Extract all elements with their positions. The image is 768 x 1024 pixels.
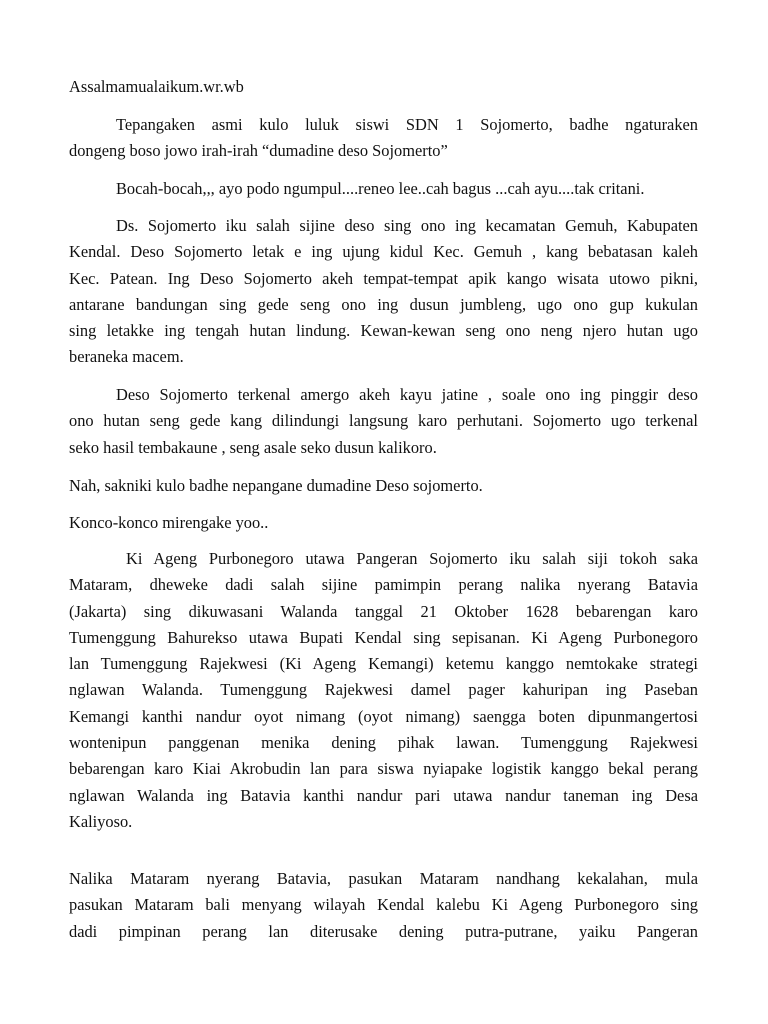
paragraph-transition	[69, 473, 698, 499]
text-line: pasukan Mataram bali menyang wilayah Kendal kalebu Ki Ageng Purbonegoro sing	[69, 895, 698, 915]
text-line: Deso Sojomerto terkenal amergo akeh kayu jatine , soale ono ing pinggir deso	[116, 385, 698, 404]
text-line: (Jakarta) sing dikuwasani Walanda tanggal 21 Oktober 1628 bebarengan karo	[69, 601, 698, 621]
text-line: Ds. Sojomerto iku salah sijine deso sing ono ing kecamatan Gemuh, Kabupaten	[116, 216, 698, 235]
text-line: Bocah-bocah,,, ayo podo ngumpul....reneo lee..cah bagus ...cah ayu....tak critani.	[116, 179, 645, 198]
paragraph-intro	[69, 112, 698, 165]
text-line: Tepangaken asmi kulo luluk siswi SDN 1 Sojomerto, badhe ngaturaken	[116, 115, 698, 134]
text-line: nglawan Walanda ing Batavia kanthi nandur pari utawa nandur taneman ing Desa	[69, 785, 698, 805]
text-line: Assalmamualaikum.wr.wb	[69, 77, 244, 96]
text-line: Kec. Patean. Ing Deso Sojomerto akeh tempat-tempat apik kango wisata utowo pikni,	[69, 268, 698, 288]
text-line: beraneka macem.	[69, 347, 184, 367]
text-line: ono hutan seng gede kang dilindungi langsung karo perhutani. Sojomerto ugo terkenal	[69, 411, 698, 431]
text-line: bebarengan karo Kiai Akrobudin lan para siswa nyiapake logistik kanggo bekal perang	[69, 759, 698, 779]
paragraph-listen	[69, 510, 698, 536]
text-line: nglawan Walanda. Tumenggung Rajekwesi damel pager kahuripan ing Paseban	[69, 680, 698, 700]
text-line: Nah, sakniki kulo badhe nepangane dumadine Deso sojomerto.	[69, 476, 483, 495]
text-line: Kendal. Deso Sojomerto letak e ing ujung kidul Kec. Gemuh , kang bebatasan kaleh	[69, 242, 698, 262]
text-line: sing letakke ing tengah hutan lindung. Kewan-kewan seng ono neng njero hutan ugo	[69, 321, 698, 341]
text-line: Kemangi kanthi nandur oyot nimang (oyot nimang) saengga boten dipunmangertosi	[69, 706, 698, 726]
paragraph-village-fame	[69, 382, 698, 461]
text-line: lan Tumenggung Rajekwesi (Ki Ageng Kemangi) ketemu kanggo nemtokake strategi	[69, 654, 698, 674]
text-line: Tumenggung Bahurekso utawa Bupati Kendal sing sepisanan. Ki Ageng Purbonegoro	[69, 627, 698, 647]
text-line: Nalika Mataram nyerang Batavia, pasukan Mataram nandhang kekalahan, mula	[69, 869, 698, 888]
text-line: Mataram, dheweke dadi salah sijine pamimpin perang nalika nyerang Batavia	[69, 575, 698, 595]
text-line: Ki Ageng Purbonegoro utawa Pangeran Sojomerto iku salah siji tokoh saka	[126, 549, 698, 568]
paragraph-history	[69, 546, 698, 835]
text-line: dadi pimpinan perang lan diterusake dening putra-putrane, yaiku Pangeran	[69, 921, 698, 941]
text-line: seko hasil tembakaune , seng asale seko dusun kalikoro.	[69, 437, 437, 457]
paragraph-invitation	[69, 176, 698, 202]
greeting-line	[69, 74, 698, 100]
paragraph-village-description	[69, 213, 698, 371]
text-line: Kaliyoso.	[69, 811, 133, 831]
text-line: dongeng boso jowo irah-irah “dumadine deso Sojomerto”	[69, 141, 448, 161]
text-line: wontenipun panggenan menika dening pihak lawan. Tumenggung Rajekwesi	[69, 733, 698, 753]
paragraph-battle	[69, 866, 698, 945]
text-line: Konco-konco mirengake yoo..	[69, 513, 269, 532]
text-line: antarane bandungan sing gede seng ono ing dusun jumbleng, ugo ono gup kukulan	[69, 294, 698, 314]
